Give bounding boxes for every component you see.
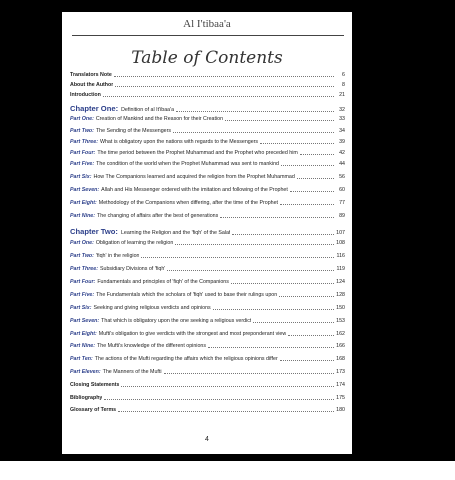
toc-page-number: 108 <box>336 240 345 246</box>
toc-entry-title <box>70 318 251 325</box>
dot-leader <box>297 178 334 179</box>
part-label: Part Nine: <box>70 213 96 219</box>
toc-page-number: 162 <box>336 331 345 337</box>
part-label: Part Six: <box>70 305 92 311</box>
toc-entry <box>70 343 345 350</box>
part-label: Part Eleven: <box>70 369 101 375</box>
toc-entry-title <box>70 187 288 194</box>
part-label: Part Two: <box>70 253 94 259</box>
chapter-label: Chapter Two: <box>70 227 118 236</box>
toc-entry <box>70 104 345 114</box>
toc-entry <box>70 266 345 273</box>
toc-page-number: 116 <box>336 253 345 259</box>
toc-entry <box>70 369 345 376</box>
toc-entry-title <box>70 343 206 350</box>
toc-page-number: 166 <box>336 343 345 349</box>
toc-entry <box>70 128 345 135</box>
entry-text: The Sending of the Messengers <box>95 128 172 134</box>
toc-entry-title <box>70 240 173 247</box>
toc-entry <box>70 253 345 260</box>
toc-entry-title <box>70 161 279 168</box>
toc-entry-title <box>70 72 112 79</box>
toc-page-number: 60 <box>339 187 345 193</box>
dot-leader <box>280 360 334 361</box>
part-label: Part Five: <box>70 292 95 298</box>
entry-text: Fundamentals and principles of 'fiqh' of the Companions <box>97 279 229 285</box>
toc-entry <box>70 150 345 157</box>
toc-page-number: 39 <box>339 139 345 145</box>
dot-leader <box>231 283 334 284</box>
entry-text: About the Author <box>70 82 114 88</box>
dot-leader <box>175 244 334 245</box>
toc-entry-title <box>70 227 230 237</box>
toc-entry <box>70 82 345 89</box>
part-label: Part Nine: <box>70 343 96 349</box>
toc-page-number: 119 <box>336 266 345 272</box>
entry-text: Translators Note <box>70 72 112 78</box>
dot-leader <box>280 204 334 205</box>
dot-leader <box>288 335 334 336</box>
toc-page-number: 34 <box>339 128 345 134</box>
entry-text: The condition of the world when the Prophet Muhammad was sent to mankind <box>96 161 279 167</box>
dot-leader <box>121 386 334 387</box>
toc-entry <box>70 407 345 414</box>
toc-entry-title <box>70 150 298 157</box>
bottom-margin <box>0 461 455 480</box>
entry-text: The actions of the Mufti regarding the affairs which the religious opinions differ <box>94 356 278 362</box>
part-label: Part Seven: <box>70 187 100 193</box>
dot-leader <box>213 309 334 310</box>
toc-page-number: 56 <box>339 174 345 180</box>
entry-text: Learning the Religion and the 'fiqh' of the Salaf <box>120 230 231 236</box>
dot-leader <box>300 154 334 155</box>
toc-entry-title <box>70 253 139 260</box>
toc-entry <box>70 292 345 299</box>
dot-leader <box>173 132 334 133</box>
part-label: Part Four: <box>70 150 96 156</box>
toc-page-number: 180 <box>336 407 345 413</box>
toc-page-number: 153 <box>336 318 345 324</box>
dot-leader <box>104 399 334 400</box>
toc-entry <box>70 331 345 338</box>
toc-entry <box>70 139 345 146</box>
dot-leader <box>225 120 334 121</box>
entry-text: 'fiqh' in the religion <box>95 253 140 259</box>
entry-text: The Manners of the Mufti <box>102 369 162 375</box>
part-label: Part Three: <box>70 266 98 272</box>
part-label: Part Three: <box>70 139 98 145</box>
toc-entry-title <box>70 116 223 123</box>
entry-text: How The Companions learned and acquired the religion from the Prophet Muhammad <box>93 174 295 180</box>
dot-leader <box>281 165 334 166</box>
toc-entry-title <box>70 139 258 146</box>
dot-leader <box>115 86 334 87</box>
entry-text: What is obligatory upon the nations with regards to the Messengers <box>99 139 259 145</box>
dot-leader <box>253 322 334 323</box>
part-label: Part One: <box>70 116 94 122</box>
toc-list <box>62 12 352 454</box>
toc-entry <box>70 318 345 325</box>
toc-page-number: 6 <box>342 72 345 78</box>
toc-entry <box>70 174 345 181</box>
page-number: 4 <box>205 436 209 443</box>
toc-entry <box>70 200 345 207</box>
dot-leader <box>232 234 334 235</box>
toc-page-number: 174 <box>336 382 345 388</box>
entry-text: Mufti's obligation to give verdicts with the strongest and most preponderant view <box>98 331 287 337</box>
dot-leader <box>103 96 334 97</box>
entry-text: Closing Statements <box>70 382 120 388</box>
entry-text: Obligation of learning the religion <box>95 240 174 246</box>
part-label: Part Ten: <box>70 356 93 362</box>
toc-page-number: 168 <box>336 356 345 362</box>
toc-page-number: 173 <box>336 369 345 375</box>
dot-leader <box>279 296 334 297</box>
toc-page-number: 77 <box>339 200 345 206</box>
toc-page-number: 107 <box>336 230 345 236</box>
part-label: Part Five: <box>70 161 95 167</box>
toc-page-number: 124 <box>336 279 345 285</box>
toc-entry <box>70 72 345 79</box>
toc-entry <box>70 305 345 312</box>
toc-entry-title <box>70 279 229 286</box>
book-page <box>62 12 352 454</box>
toc-entry <box>70 382 345 389</box>
toc-entry <box>70 116 345 123</box>
entry-text: Seeking and giving religious verdicts and opinions <box>93 305 211 311</box>
dot-leader <box>290 191 334 192</box>
part-label: Part Four: <box>70 279 96 285</box>
dot-leader <box>208 347 334 348</box>
toc-page-number: 33 <box>339 116 345 122</box>
dot-leader <box>164 373 334 374</box>
dot-leader <box>260 143 334 144</box>
toc-entry-title <box>70 92 101 99</box>
toc-entry-title <box>70 356 278 363</box>
toc-entry <box>70 227 345 237</box>
entry-text: Subsidiary Divisions of 'fiqh' <box>99 266 166 272</box>
toc-entry <box>70 187 345 194</box>
toc-entry-title <box>70 369 162 376</box>
part-label: Part Two: <box>70 128 94 134</box>
entry-text: The Fundamentals which the scholars of 'fiqh' used to base their rulings upon <box>96 292 278 298</box>
toc-entry-title <box>70 407 116 414</box>
toc-entry-title <box>70 128 171 135</box>
toc-entry-title <box>70 200 278 207</box>
running-head: Al I'tibaa'a <box>183 18 231 30</box>
toc-entry-title <box>70 82 113 89</box>
entry-text: The Mufti's knowledge of the different opinions <box>97 343 207 349</box>
entry-text: Introduction <box>70 92 101 98</box>
toc-page-number: 128 <box>336 292 345 298</box>
toc-entry <box>70 356 345 363</box>
dot-leader <box>220 217 334 218</box>
dot-leader <box>141 257 334 258</box>
toc-entry <box>70 161 345 168</box>
dot-leader <box>114 76 334 77</box>
toc-page-number: 89 <box>339 213 345 219</box>
toc-page-number: 175 <box>336 395 345 401</box>
toc-entry <box>70 395 345 402</box>
toc-entry <box>70 213 345 220</box>
toc-entry-title <box>70 292 277 299</box>
toc-entry-title <box>70 331 286 338</box>
toc-page-number: 42 <box>339 150 345 156</box>
entry-text: Glossary of Terms <box>70 407 117 413</box>
entry-text: Bibliography <box>70 395 103 401</box>
entry-text: The changing of affairs after the best of generations <box>97 213 219 219</box>
dot-leader <box>118 411 334 412</box>
toc-page-number: 21 <box>339 92 345 98</box>
toc-entry-title <box>70 213 218 220</box>
page-title: Table of Contents <box>131 48 283 68</box>
entry-text: The time period between the Prophet Muhammad and the Prophet who preceded him <box>97 150 298 156</box>
toc-page-number: 8 <box>342 82 345 88</box>
toc-entry-title <box>70 174 295 181</box>
toc-entry-title <box>70 104 174 114</box>
entry-text: Allah and His Messenger ordered with the imitation and following of the Prophet <box>101 187 288 193</box>
part-label: Part One: <box>70 240 94 246</box>
dot-leader <box>167 270 334 271</box>
toc-entry <box>70 279 345 286</box>
part-label: Part Seven: <box>70 318 100 324</box>
entry-text: Creation of Mankind and the Reason for their Creation <box>95 116 224 122</box>
toc-entry-title <box>70 266 165 273</box>
entry-text: Definition of al It'ibaa'a <box>121 107 175 113</box>
dot-leader <box>176 111 334 112</box>
chapter-label: Chapter One: <box>70 104 119 113</box>
toc-entry <box>70 92 345 99</box>
toc-page-number: 44 <box>339 161 345 167</box>
part-label: Part Eight: <box>70 331 97 337</box>
toc-page-number: 150 <box>336 305 345 311</box>
toc-entry-title <box>70 305 211 312</box>
toc-page-number: 32 <box>339 107 345 113</box>
entry-text: Methodology of the Companions when differing, after the time of the Prophet <box>98 200 279 206</box>
entry-text: That which is obligatory upon the one seeking a religious verdict <box>101 318 252 324</box>
toc-entry-title <box>70 382 119 389</box>
toc-entry-title <box>70 395 102 402</box>
part-label: Part Eight: <box>70 200 97 206</box>
toc-entry <box>70 240 345 247</box>
part-label: Part Six: <box>70 174 92 180</box>
